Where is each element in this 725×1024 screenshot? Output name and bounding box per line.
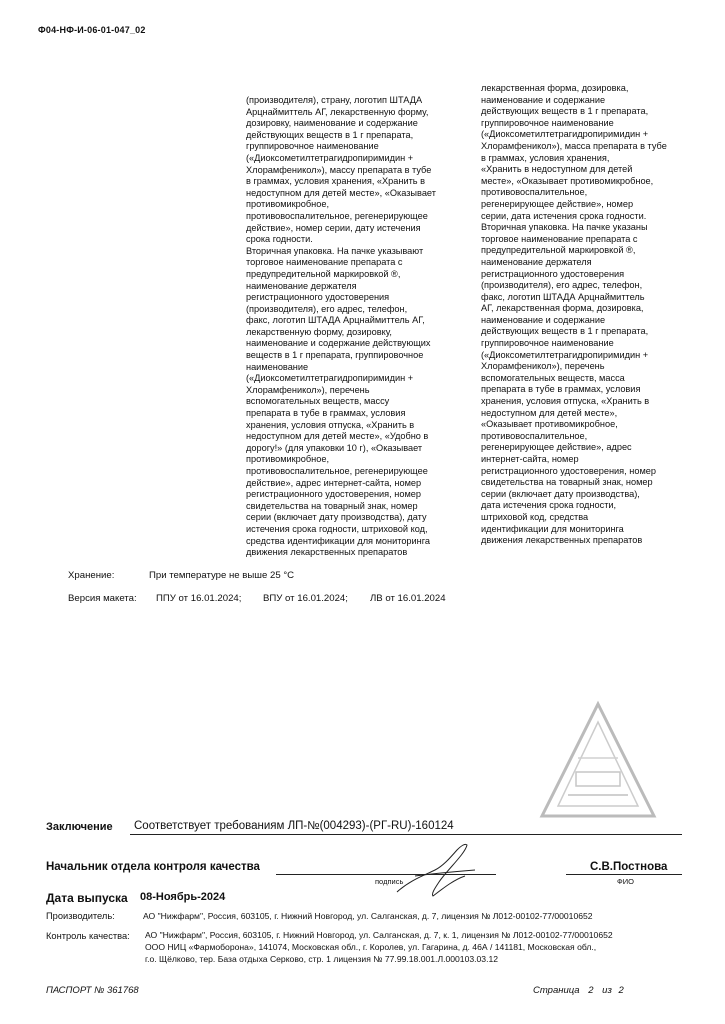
- text-line: «Оказывает противомикробное,: [481, 419, 618, 430]
- text-line: регистрационного удостоверения: [481, 268, 625, 279]
- text-line: группировочное наименование: [481, 117, 614, 128]
- text-line: противомикробное,: [246, 454, 330, 465]
- text-line: штриховой код, средства: [481, 511, 589, 522]
- text-line: (производителя), его адрес, телефон,: [246, 303, 408, 314]
- text-line: препарата в тубе в граммах, условия: [481, 384, 641, 395]
- text-line: регенерирующее действие», адрес: [481, 442, 632, 453]
- text-line: факс, логотип ШТАДА Арцнаймиттель: [481, 291, 645, 302]
- text-line: Вторичная упаковка. На пачке указывают: [246, 245, 424, 256]
- left-text-column: [246, 95, 436, 559]
- text-line: дата истечения срока годности,: [481, 500, 617, 511]
- text-line: (производителя), его адрес, телефон,: [481, 280, 643, 291]
- triangle-stamp-icon: [538, 700, 658, 820]
- text-line: действующих веществ в 1 г препарата,: [481, 106, 649, 117]
- text-line: Хлорамфеникол»), перечень: [246, 384, 370, 395]
- name-caption: ФИО: [617, 877, 634, 886]
- signer-name: С.В.Постнова: [590, 861, 668, 873]
- text-line: Вторичная упаковка. На пачке указаны: [481, 222, 648, 233]
- text-line: движения лекарственных препаратов: [246, 547, 408, 558]
- position-title: Начальник отдела контроля качества: [46, 861, 260, 873]
- text-line: серии (включает дату производства),: [481, 488, 640, 499]
- page-number: 2: [588, 985, 594, 996]
- text-line: вспомогательных веществ, массу: [246, 396, 390, 407]
- version-label: Версия макета:: [68, 593, 137, 604]
- text-line: вспомогательных веществ, масса: [481, 372, 625, 383]
- text-line: факс, логотип ШТАДА Арцнаймиттель АГ,: [246, 315, 425, 326]
- conclusion-label: Заключение: [46, 821, 113, 833]
- text-line: противовоспалительное, регенерирующее: [246, 210, 428, 221]
- text-line: регистрационного удостоверения: [246, 292, 390, 303]
- passport-number: ПАСПОРТ № 361768: [46, 985, 139, 996]
- text-line: наименование: [246, 361, 309, 372]
- page-total: 2: [618, 985, 624, 996]
- text-line: лекарственная форма, дозировка,: [481, 83, 629, 93]
- release-date: 08-Ноябрь-2024: [140, 891, 226, 903]
- storage-value: При температуре не выше 25 °С: [149, 570, 295, 581]
- text-line: («Диоксометилтетрагидропиримидин +: [481, 129, 649, 140]
- manufacturer-value: АО "Нижфарм", Россия, 603105, г. Нижний Новгород, ул. Салганская, д. 7, лицензия № Л012-00102-77/00010652: [143, 911, 593, 921]
- text-line: дорогу!» (для упаковки 10 г), «Оказывает: [246, 442, 423, 453]
- qc-line: ООО НИЦ «Фармоборона», 141074, Московская обл., г. Королев, ул. Гагарина, д. 46А / 141181, Московская обл.,: [145, 942, 597, 952]
- text-line: действие», адрес интернет-сайта, номер: [246, 477, 422, 488]
- text-line: противовоспалительное,: [481, 430, 588, 441]
- text-line: веществ в 1 г препарата, группировочное: [246, 350, 424, 361]
- text-line: интернет-сайта, номер: [481, 454, 579, 464]
- text-line: в граммах, условия хранения,: [481, 152, 610, 163]
- text-line: (производителя), страну, логотип ШТАДА: [246, 95, 423, 105]
- text-line: предупредительной маркировкой ®,: [481, 245, 636, 256]
- text-line: противовоспалительное,: [481, 187, 588, 198]
- text-line: («Диоксометилтетрагидропиримидин +: [481, 349, 649, 360]
- text-line: действующих веществ в 1 г препарата,: [246, 129, 414, 140]
- text-line: наименование держателя: [246, 280, 357, 291]
- text-line: хранения, условия отпуска, «Хранить в: [246, 419, 415, 430]
- quality-control-label: Контроль качества:: [46, 931, 130, 941]
- text-line: Хлорамфеникол»), масса препарата в тубе: [481, 140, 667, 151]
- text-line: наименование держателя: [481, 256, 592, 267]
- conclusion-underline: [130, 834, 682, 835]
- manufacturer-label: Производитель:: [46, 911, 115, 921]
- text-line: препарата в тубе в граммах, условия: [246, 408, 406, 419]
- page-of-label: из: [602, 985, 612, 996]
- text-line: средства идентификации для мониторинга: [246, 535, 431, 546]
- text-line: регистрационного удостоверения, номер: [246, 489, 421, 500]
- version-lv: ЛВ от 16.01.2024: [370, 593, 446, 604]
- text-line: торговое наименование препарата с: [246, 257, 403, 268]
- text-line: недоступном для детей месте», «Удобно в: [246, 431, 429, 442]
- text-line: дозировку, наименование и содержание: [246, 118, 418, 129]
- text-line: наименование и содержание: [481, 314, 606, 325]
- text-line: недоступном для детей месте»,: [481, 407, 618, 418]
- text-line: противовоспалительное, регенерирующее: [246, 466, 428, 476]
- text-line: идентификации для мониторинга: [481, 523, 624, 534]
- text-line: наименование и содержание: [481, 94, 606, 105]
- text-line: действующих веществ в 1 г препарата,: [481, 326, 649, 337]
- text-line: свидетельства на товарный знак, номер: [246, 500, 418, 511]
- text-line: группировочное наименование: [246, 141, 379, 152]
- qc-line: АО "Нижфарм", Россия, 603105, г. Нижний Новгород, ул. Салганская, д. 7, к. 1, лицензия № Л012-00102-77/00010652: [145, 930, 613, 940]
- text-line: («Диоксометилтетрагидропиримидин +: [246, 152, 414, 163]
- text-line: предупредительной маркировкой ®,: [246, 268, 401, 279]
- text-line: торговое наименование препарата с: [481, 233, 638, 244]
- handwritten-signature-icon: [395, 840, 480, 900]
- text-line: регистрационного удостоверения, номер: [481, 465, 656, 476]
- quality-control-address: [145, 929, 613, 965]
- page-indicator: [533, 985, 624, 996]
- release-label: Дата выпуска: [46, 891, 128, 905]
- right-text-column: [481, 83, 667, 547]
- text-line: АГ, лекарственная форма, дозировка,: [481, 303, 644, 314]
- version-ppu: ППУ от 16.01.2024;: [156, 593, 242, 604]
- storage-label: Хранение:: [68, 570, 115, 581]
- conclusion-value: Соответствует требованиям ЛП-№(004293)-(РГ-RU)-160124: [134, 820, 454, 832]
- name-line: [566, 874, 682, 875]
- text-line: Хлорамфеникол»), перечень: [481, 361, 605, 372]
- text-line: серии, дата истечения срока годности.: [481, 210, 647, 221]
- text-line: противомикробное,: [246, 199, 330, 210]
- text-line: группировочное наименование: [481, 338, 614, 349]
- page-label: Страница: [533, 985, 580, 996]
- text-line: в граммах, условия хранения, «Хранить в: [246, 176, 426, 187]
- text-line: действие», номер серии, дату истечения: [246, 222, 421, 233]
- text-line: Хлорамфеникол»), массу препарата в тубе: [246, 164, 432, 175]
- text-line: месте», «Оказывает противомикробное,: [481, 175, 654, 186]
- signature-caption: подпись: [375, 877, 404, 886]
- text-line: («Диоксометилтетрагидропиримидин +: [246, 373, 414, 384]
- text-line: наименование и содержание действующих: [246, 338, 431, 349]
- text-line: недоступном для детей месте», «Оказывает: [246, 187, 436, 198]
- text-line: свидетельства на товарный знак, номер: [481, 477, 653, 488]
- text-line: движения лекарственных препаратов: [481, 535, 643, 546]
- text-line: срока годности.: [246, 234, 313, 245]
- text-line: Арцнаймиттель АГ, лекарственную форму,: [246, 106, 429, 117]
- text-line: хранения, условия отпуска, «Хранить в: [481, 396, 650, 407]
- document-code: Ф04-НФ-И-06-01-047_02: [38, 25, 146, 35]
- text-line: «Хранить в недоступном для детей: [481, 164, 633, 175]
- text-line: регенерирующее действие», номер: [481, 198, 634, 209]
- qc-line: г.о. Щёлково, тер. База отдыха Серково, стр. 1 лицензия № 77.99.18.001.Л.000103.03.12: [145, 954, 499, 964]
- text-line: серии (включает дату производства), дату: [246, 512, 427, 523]
- text-line: лекарственную форму, дозировку,: [246, 326, 392, 337]
- text-line: истечения срока годности, штриховой код,: [246, 523, 428, 534]
- version-vpu: ВПУ от 16.01.2024;: [263, 593, 348, 604]
